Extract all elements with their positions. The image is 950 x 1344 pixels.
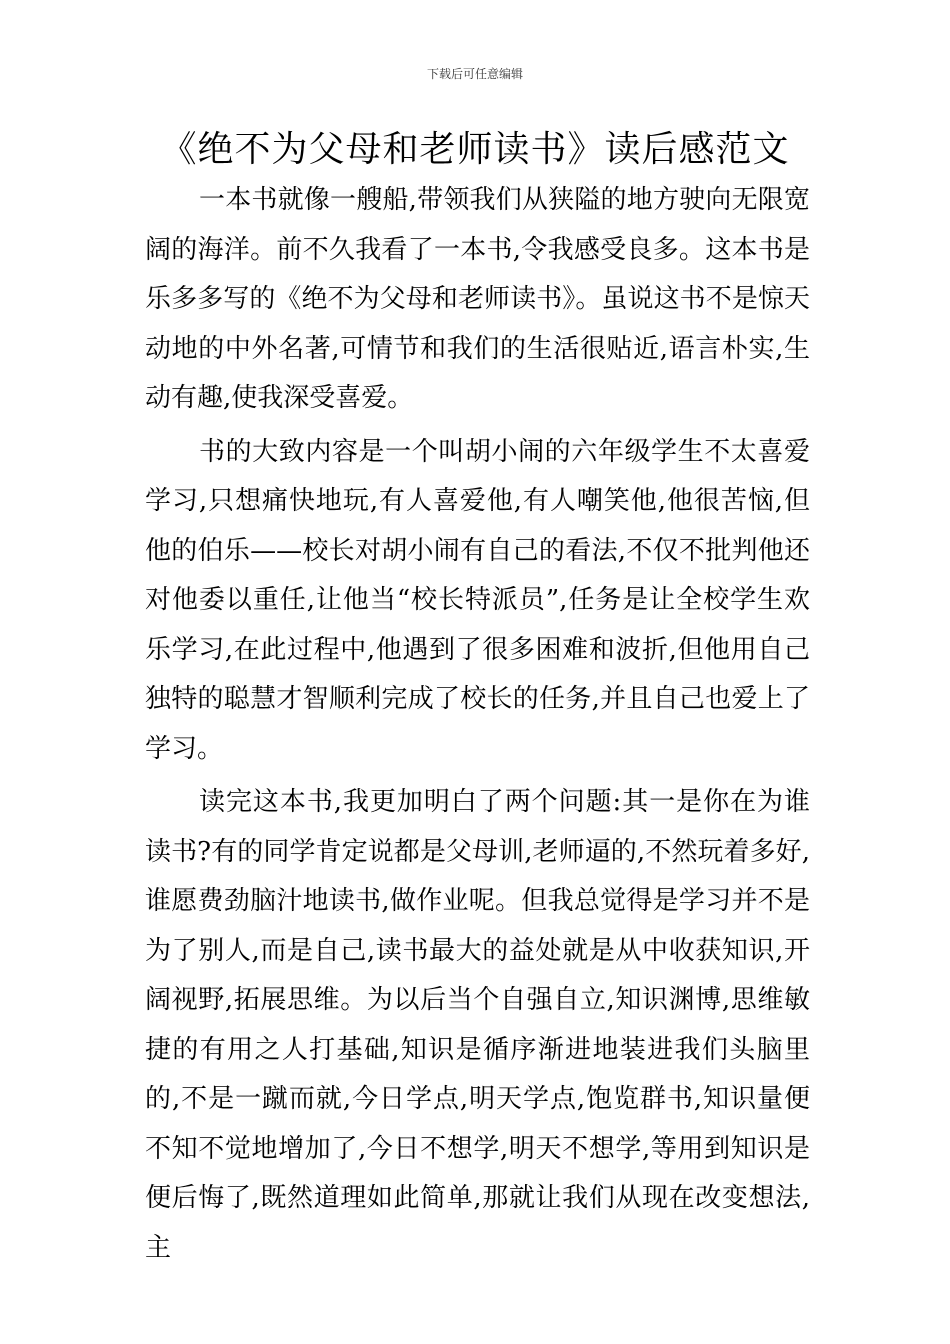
document-body: [145, 176, 810, 1277]
paragraph-2: 书的大致内容是一个叫胡小闹的六年级学生不太喜爱学习,只想痛快地玩,有人喜爱他,有人嘲笑他,他很苦恼,但他的伯乐——校长对胡小闹有自己的看法,不仅不批判他还对他委以重任,让他当“校长特派员”,任务是让全校学生欢乐学习,在此过程中,他遇到了很多困难和波折,但他用自己独特的聪慧才智顺利完成了校长的任务,并且自己也爱上了学习。: [145, 436, 810, 764]
header-note: 下载后可任意编辑: [426, 67, 523, 81]
paragraph-1: 一本书就像一艘船,带领我们从狭隘的地方驶向无限宽阔的海洋。前不久我看了一本书,令我感受良多。这本书是乐多多写的《绝不为父母和老师读书》。虽说这书不是惊天动地的中外名著,可情节和我们的生活很贴近,语言朴实,生动有趣,使我深受喜爱。: [145, 185, 810, 413]
page-title: 《绝不为父母和老师读书》读后感范文: [160, 129, 790, 170]
paragraph-3: 读完这本书,我更加明白了两个问题:其一是你在为谁读书?有的同学肯定说都是父母训,老师逼的,不然玩着多好,谁愿费劲脑汁地读书,做作业呢。但我总觉得是学习并不是为了别人,而是自己,读书最大的益处就是从中收获知识,开阔视野,拓展思维。为以后当个自强自立,知识渊博,思维敏捷的有用之人打基础,知识是循序渐进地装进我们头脑里的,不是一蹴而就,今日学点,明天学点,饱览群书,知识量便不知不觉地增加了,今日不想学,明天不想学,等用到知识是便后悔了,既然道理如此简单,那就让我们从现在改变想法,主: [145, 787, 810, 1263]
